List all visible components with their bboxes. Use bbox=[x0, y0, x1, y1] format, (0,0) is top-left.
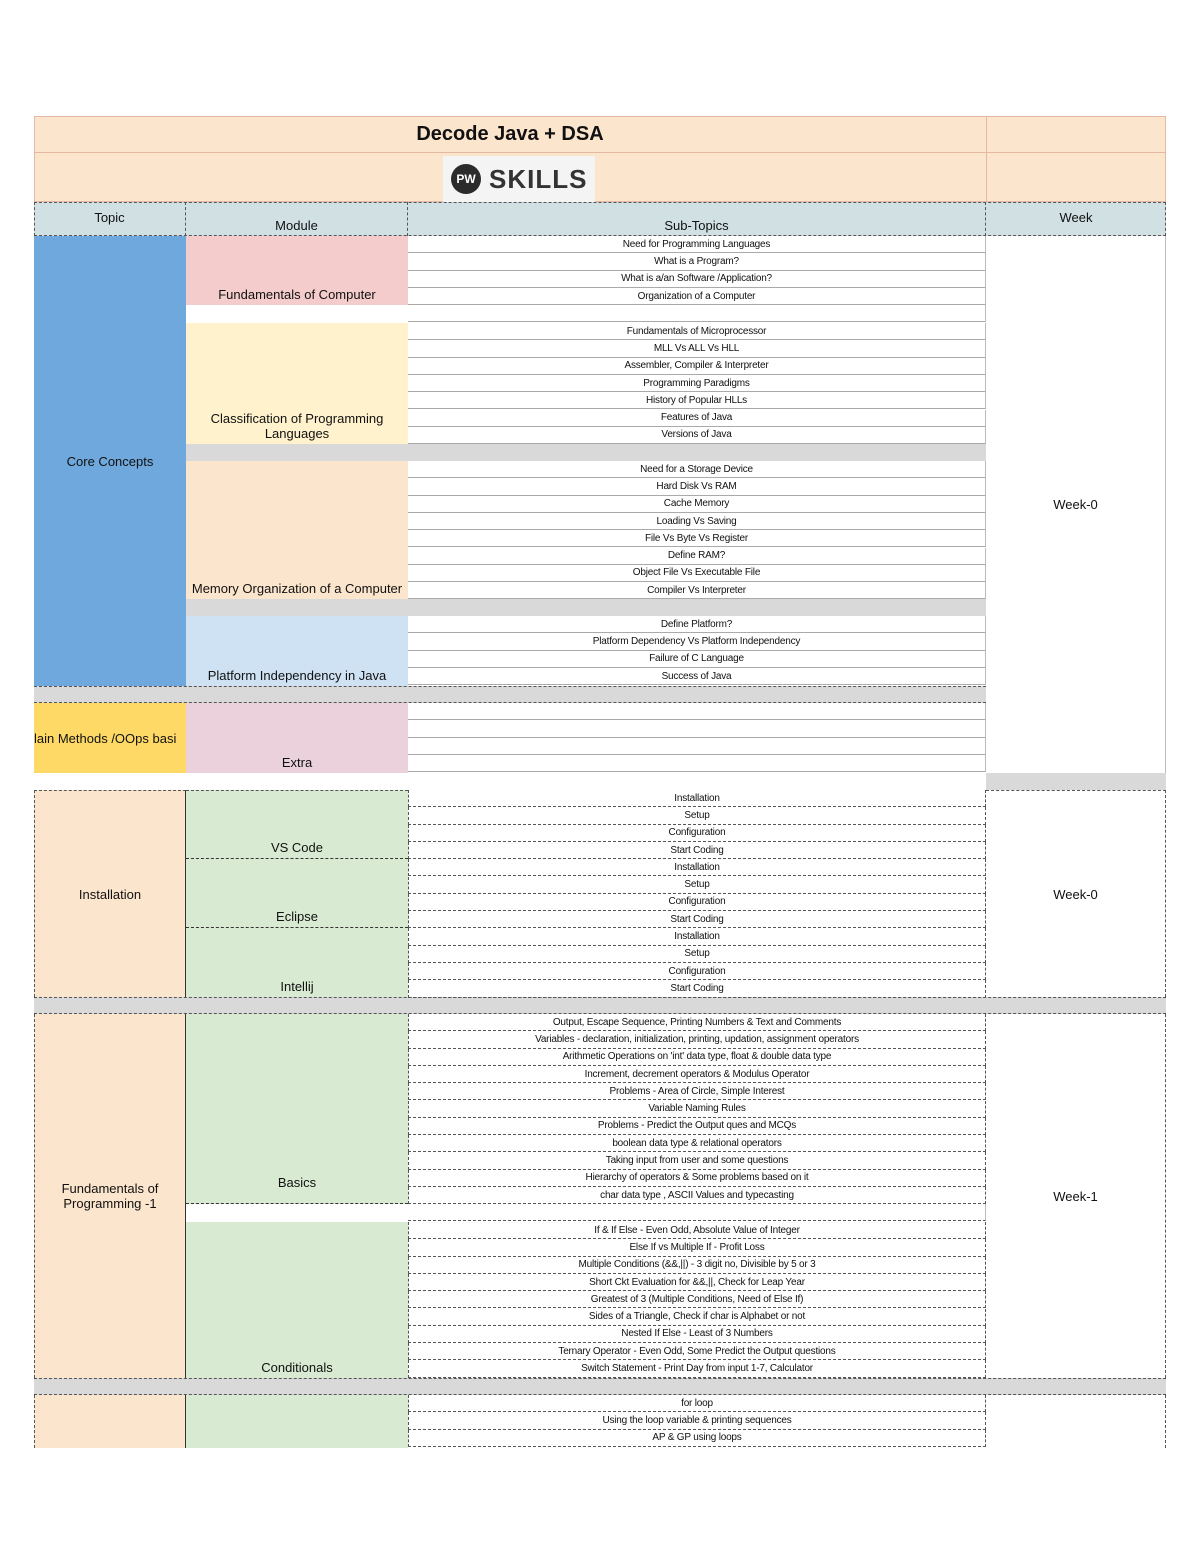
module-next bbox=[186, 1395, 408, 1448]
subtopic-row: Features of Java bbox=[408, 410, 986, 427]
empty-row bbox=[408, 703, 986, 720]
week-0-core: Week-0 bbox=[986, 236, 1166, 773]
subtopic-row: boolean data type & relational operators bbox=[408, 1135, 986, 1152]
topic-fundamentals-of-programming: Fundamentals of Programming -1 bbox=[34, 1014, 186, 1378]
subtopic-row: Increment, decrement operators & Modulus Operator bbox=[408, 1066, 986, 1083]
subtopic-row: Cache Memory bbox=[408, 496, 986, 513]
module-fundamentals-of-computer: Fundamentals of Computer bbox=[186, 236, 408, 305]
module-memory-organization: Memory Organization of a Computer bbox=[186, 461, 408, 599]
empty-row bbox=[408, 1204, 986, 1221]
subtopic-row: Success of Java bbox=[408, 668, 986, 685]
subtopic-row: for loop bbox=[408, 1395, 986, 1412]
empty-row bbox=[408, 305, 986, 322]
subtopic-row: Problems - Predict the Output ques and MCQs bbox=[408, 1118, 986, 1135]
module-classification: Classification of Programming Languages bbox=[186, 323, 408, 444]
subtopic-row: What is a/an Software /Application? bbox=[408, 271, 986, 288]
subtopic-row: Short Ckt Evaluation for &&,||, Check for Leap Year bbox=[408, 1274, 986, 1291]
pw-logo-icon: PW bbox=[451, 164, 481, 194]
empty-row bbox=[408, 755, 986, 772]
title-divider bbox=[986, 116, 987, 202]
subtopic-row: Programming Paradigms bbox=[408, 375, 986, 392]
subtopic-row: Problems - Area of Circle, Simple Interest bbox=[408, 1083, 986, 1100]
module-conditionals: Conditionals bbox=[186, 1222, 408, 1378]
module-intellij: Intellij bbox=[186, 928, 408, 997]
week-0-installation: Week-0 bbox=[986, 790, 1166, 997]
row-separator bbox=[186, 599, 986, 616]
header-week: Week bbox=[1059, 210, 1093, 225]
header-subtopics: Sub-Topics bbox=[408, 202, 986, 236]
subtopic-row: Setup bbox=[408, 877, 986, 894]
topic-oops-basics: lain Methods /OOps basi bbox=[34, 703, 186, 773]
header-topic: Topic bbox=[34, 202, 186, 236]
subtopic-row: Setup bbox=[408, 946, 986, 963]
module-eclipse: Eclipse bbox=[186, 859, 408, 928]
empty-row bbox=[408, 720, 986, 737]
module-basics: Basics bbox=[186, 1014, 408, 1204]
section-separator bbox=[34, 997, 1166, 1014]
subtopic-row: File Vs Byte Vs Register bbox=[408, 530, 986, 547]
section-separator bbox=[34, 686, 986, 703]
subtopic-row: MLL Vs ALL Vs HLL bbox=[408, 340, 986, 357]
subtopic-row: Define Platform? bbox=[408, 616, 986, 633]
module-platform-independency: Platform Independency in Java bbox=[186, 616, 408, 686]
subtopic-row: Object File Vs Executable File bbox=[408, 565, 986, 582]
subtopic-row: History of Popular HLLs bbox=[408, 392, 986, 409]
header-module: Module bbox=[186, 202, 408, 236]
subtopic-row: Organization of a Computer bbox=[408, 288, 986, 305]
subtopic-row: Ternary Operator - Even Odd, Some Predict the Output questions bbox=[408, 1343, 986, 1360]
page-title: Decode Java + DSA bbox=[416, 122, 604, 145]
subtopic-row: Else If vs Multiple If - Profit Loss bbox=[408, 1239, 986, 1256]
subtopic-row: Variables - declaration, initialization, printing, updation, assignment operators bbox=[408, 1031, 986, 1048]
subtopic-row: Arithmetic Operations on 'int' data type, float & double data type bbox=[408, 1049, 986, 1066]
empty-row bbox=[408, 738, 986, 755]
subtopic-row: Loading Vs Saving bbox=[408, 513, 986, 530]
subtopic-row: Hierarchy of operators & Some problems based on it bbox=[408, 1170, 986, 1187]
topic-core-concepts: Core Concepts bbox=[34, 236, 186, 686]
title-row-separator bbox=[34, 152, 1166, 153]
subtopic-row: Switch Statement - Print Day from input 1-7, Calculator bbox=[408, 1360, 986, 1377]
subtopic-row: Define RAM? bbox=[408, 548, 986, 565]
subtopic-row: Compiler Vs Interpreter bbox=[408, 582, 986, 599]
subtopic-row: Start Coding bbox=[408, 842, 986, 859]
subtopic-row: Platform Dependency Vs Platform Independency bbox=[408, 633, 986, 650]
subtopic-row: Failure of C Language bbox=[408, 651, 986, 668]
subtopic-row: Using the loop variable & printing sequences bbox=[408, 1412, 986, 1429]
subtopic-row: Start Coding bbox=[408, 980, 986, 997]
subtopic-row: Need for a Storage Device bbox=[408, 461, 986, 478]
subtopic-row: Configuration bbox=[408, 894, 986, 911]
subtopic-row: Sides of a Triangle, Check if char is Alphabet or not bbox=[408, 1309, 986, 1326]
row-separator bbox=[186, 444, 986, 461]
subtopic-row: What is a Program? bbox=[408, 253, 986, 270]
subtopic-row: Installation bbox=[408, 928, 986, 945]
week-1: Week-1 bbox=[986, 1014, 1166, 1378]
subtopic-row: Setup bbox=[408, 807, 986, 824]
subtopic-row: Multiple Conditions (&&,||) - 3 digit no, Divisible by 5 or 3 bbox=[408, 1257, 986, 1274]
subtopic-row: char data type , ASCII Values and typecasting bbox=[408, 1187, 986, 1204]
subtopic-row: Nested If Else - Least of 3 Numbers bbox=[408, 1326, 986, 1343]
subtopic-row: Need for Programming Languages bbox=[408, 236, 986, 253]
week-separator bbox=[986, 773, 1166, 790]
week-next bbox=[986, 1395, 1166, 1448]
topic-next bbox=[34, 1395, 186, 1448]
subtopic-row: AP & GP using loops bbox=[408, 1430, 986, 1447]
subtopic-row: Installation bbox=[408, 859, 986, 876]
module-vs-code: VS Code bbox=[186, 790, 408, 859]
subtopic-row: Configuration bbox=[408, 963, 986, 980]
subtopic-row: Start Coding bbox=[408, 911, 986, 928]
subtopic-row: Hard Disk Vs RAM bbox=[408, 478, 986, 495]
subtopic-row: If & If Else - Even Odd, Absolute Value of Integer bbox=[408, 1222, 986, 1239]
subtopic-row: Configuration bbox=[408, 825, 986, 842]
subtopic-row: Assembler, Compiler & Interpreter bbox=[408, 358, 986, 375]
subtopic-row: Output, Escape Sequence, Printing Numbers & Text and Comments bbox=[408, 1014, 986, 1031]
subtopic-row: Variable Naming Rules bbox=[408, 1101, 986, 1118]
subtopic-row: Installation bbox=[408, 790, 986, 807]
subtopic-row: Taking input from user and some questions bbox=[408, 1152, 986, 1169]
skills-logo bbox=[443, 156, 595, 202]
logo-text: SKILLS bbox=[489, 163, 588, 194]
subtopic-row: Fundamentals of Microprocessor bbox=[408, 323, 986, 340]
topic-installation: Installation bbox=[34, 790, 186, 997]
section-separator bbox=[34, 1378, 1166, 1395]
module-extra: Extra bbox=[186, 703, 408, 773]
subtopic-row: Greatest of 3 (Multiple Conditions, Need of Else If) bbox=[408, 1291, 986, 1308]
subtopic-row: Versions of Java bbox=[408, 427, 986, 444]
